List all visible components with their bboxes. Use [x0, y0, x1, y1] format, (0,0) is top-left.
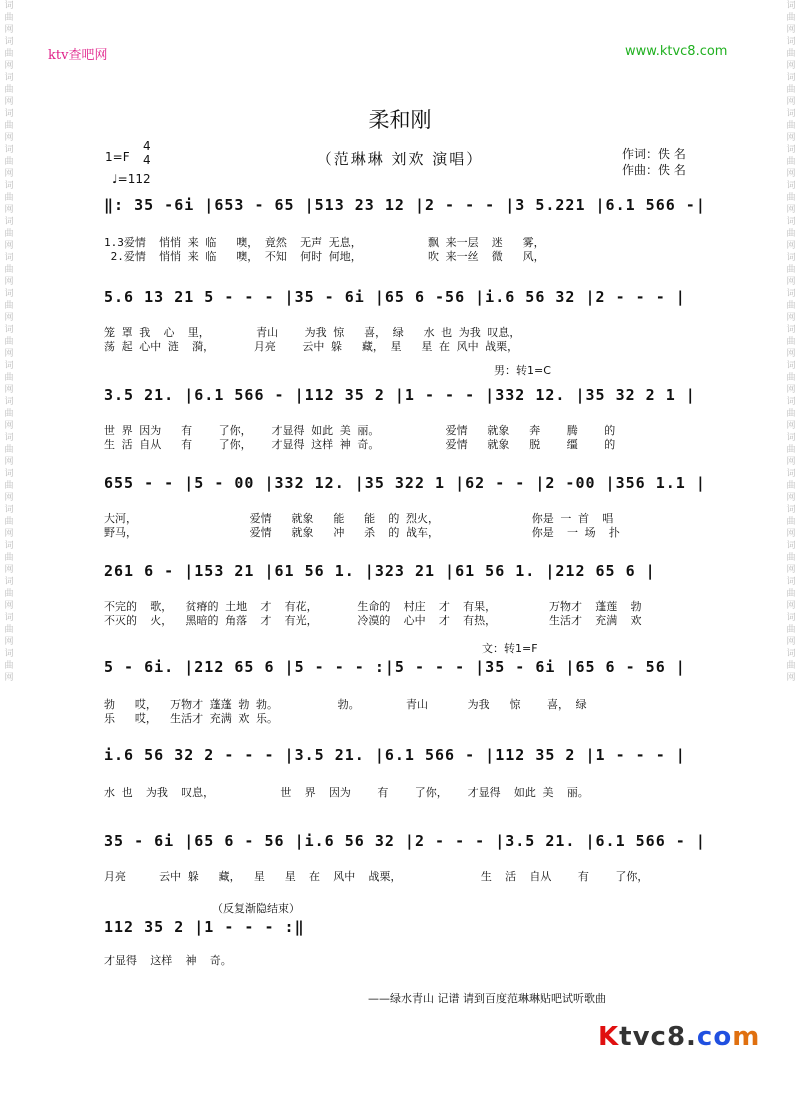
side-watermark-char: 曲: [786, 85, 796, 95]
side-watermark-char: 曲: [4, 373, 14, 383]
music-notes: 261 6 - |153 21 |61 56 1. |323 21 |61 56 1. |212 65 6 |: [104, 562, 656, 580]
lyric-row: 生 活 自从 有 了你， 才显得 这样 神 奇。 爱情 就象 脱 缰 的: [104, 438, 616, 451]
side-watermark-char: 词: [786, 289, 796, 299]
side-watermark-char: 词: [4, 541, 14, 551]
side-watermark-char: 网: [4, 673, 14, 683]
side-watermark-char: 词: [786, 649, 796, 659]
singers: （范琳琳 刘欢 演唱）: [316, 150, 484, 168]
side-watermark-char: 曲: [4, 517, 14, 527]
side-watermark-char: 词: [786, 361, 796, 371]
side-watermark-char: 词: [4, 505, 14, 515]
side-watermark-char: 网: [786, 673, 796, 683]
side-watermark-char: 词: [786, 1, 796, 11]
lyric-row: 荡 起 心中 涟 漪， 月亮 云中 躲 藏， 星 星 在 风中 战栗，: [104, 340, 519, 353]
side-watermark-char: 曲: [4, 553, 14, 563]
key-change-note: 文：转1=F: [482, 642, 538, 655]
side-watermark-char: 曲: [4, 589, 14, 599]
side-watermark-char: 词: [4, 37, 14, 47]
side-watermark-char: 词: [786, 397, 796, 407]
credits: [622, 146, 686, 178]
lyric-row: 世 界 因为 有 了你， 才显得 如此 美 丽。 爱情 就象 奔 腾 的: [104, 424, 616, 437]
side-watermark-char: 曲: [4, 625, 14, 635]
lyric-row: 笼 罩 我 心 里， 青山 为我 惊 喜， 绿 水 也 为我 叹息，: [104, 326, 521, 339]
lyric-row: 月亮 云中 躲 藏， 星 星 在 风中 战栗， 生 活 自从 有 了你，: [104, 870, 649, 883]
side-watermark-char: 网: [786, 25, 796, 35]
side-watermark-char: 网: [4, 97, 14, 107]
side-watermark-char: 词: [4, 397, 14, 407]
side-watermark-char: 词: [786, 505, 796, 515]
side-watermark-char: 曲: [786, 625, 796, 635]
side-watermark-char: 网: [4, 25, 14, 35]
lyric-row: 才显得 这样 神 奇。: [104, 954, 232, 967]
side-watermark-char: 词: [4, 253, 14, 263]
side-watermark-char: 曲: [786, 373, 796, 383]
side-watermark-char: 曲: [786, 49, 796, 59]
side-watermark-char: 曲: [786, 229, 796, 239]
side-watermark-char: 词: [4, 145, 14, 155]
tempo: ♩=112: [112, 172, 151, 186]
side-watermark-char: 曲: [4, 337, 14, 347]
watermark-left[interactable]: ktv查吧网: [48, 48, 108, 63]
side-watermark-char: 网: [4, 277, 14, 287]
side-watermark-char: 网: [786, 97, 796, 107]
side-watermark-char: 网: [4, 457, 14, 467]
side-watermark-char: 词: [4, 217, 14, 227]
side-watermark-char: 网: [4, 601, 14, 611]
side-watermark-char: 曲: [786, 409, 796, 419]
side-watermark-char: 网: [786, 421, 796, 431]
side-watermark-char: 词: [4, 109, 14, 119]
side-watermark-char: 词: [786, 73, 796, 83]
side-watermark-char: 词: [4, 577, 14, 587]
side-watermark-char: 网: [4, 385, 14, 395]
side-watermark-char: 网: [786, 493, 796, 503]
side-watermark-char: 词: [786, 109, 796, 119]
side-watermark-char: 网: [786, 241, 796, 251]
side-watermark-char: 词: [786, 37, 796, 47]
side-watermark-char: 词: [786, 181, 796, 191]
lyric-row: 勃 哎， 万物才 蓬蓬 勃 勃。 勃。 青山 为我 惊 喜， 绿: [104, 698, 587, 711]
side-watermark-char: 网: [786, 133, 796, 143]
side-watermark-char: 网: [786, 601, 796, 611]
side-watermark-char: 词: [4, 181, 14, 191]
side-watermark-char: 曲: [786, 517, 796, 527]
key-change-note: 男：转1=C: [494, 364, 551, 377]
side-watermark-char: 网: [4, 421, 14, 431]
side-watermark-char: 曲: [4, 49, 14, 59]
lyric-row: 不灭的 火， 黑暗的 角落 才 有光， 冷漠的 心中 才 有热， 生活才 充满 欢: [104, 614, 642, 627]
side-watermark-char: 网: [4, 349, 14, 359]
lyricist: 作词：佚 名: [622, 147, 686, 161]
side-watermark-char: 曲: [4, 121, 14, 131]
side-watermark-char: 曲: [4, 85, 14, 95]
side-watermark-char: 网: [4, 169, 14, 179]
side-watermark-char: 词: [4, 649, 14, 659]
music-notes: 112 35 2 |1 - - - :‖: [104, 918, 305, 936]
side-watermark-char: 词: [786, 433, 796, 443]
music-notes: 3.5 21. |6.1 566 - |112 35 2 |1 - - - |332 12. |35 32 2 1 |: [104, 386, 696, 404]
side-watermark-char: 网: [4, 61, 14, 71]
side-watermark-char: 曲: [4, 301, 14, 311]
lyric-row: 2.爱情 悄悄 来 临 噢， 不知 何时 何地， 吹 来一丝 微 风，: [104, 250, 545, 263]
side-watermark-char: 曲: [4, 445, 14, 455]
side-watermark-char: 词: [4, 433, 14, 443]
music-notes: 35 - 6i |65 6 - 56 |i.6 56 32 |2 - - - |3.5 21. |6.1 566 - |: [104, 832, 706, 850]
side-watermark-char: 网: [786, 529, 796, 539]
side-watermark-char: 曲: [4, 157, 14, 167]
side-watermark-char: 词: [786, 325, 796, 335]
side-watermark-char: 网: [786, 457, 796, 467]
side-watermark-char: 曲: [4, 661, 14, 671]
time-bottom: 4: [143, 153, 151, 167]
side-watermark-char: 网: [4, 133, 14, 143]
lyric-row: 不完的 歌， 贫瘠的 土地 才 有花， 生命的 村庄 才 有果， 万物才 蓬莲 勃: [104, 600, 642, 613]
side-watermark-char: 词: [4, 73, 14, 83]
side-watermark-char: 词: [786, 217, 796, 227]
side-watermark-char: 曲: [786, 337, 796, 347]
side-watermark-char: 网: [4, 529, 14, 539]
side-watermark-char: 曲: [786, 445, 796, 455]
side-watermark-char: 词: [4, 361, 14, 371]
side-watermark-char: 网: [786, 385, 796, 395]
side-watermark-char: 网: [786, 313, 796, 323]
side-watermark-char: 曲: [786, 661, 796, 671]
side-watermark-char: 网: [786, 205, 796, 215]
lyric-row: 乐 哎， 生活才 充满 欢 乐。: [104, 712, 278, 725]
ktvc8-logo[interactable]: [598, 1022, 760, 1052]
side-watermark-char: 网: [4, 205, 14, 215]
side-watermark-char: 网: [786, 637, 796, 647]
side-watermark-char: 网: [4, 313, 14, 323]
composer: 作曲：佚 名: [622, 163, 686, 177]
side-watermark-char: 词: [786, 541, 796, 551]
side-watermark-char: 曲: [786, 265, 796, 275]
side-watermark-char: 词: [4, 1, 14, 11]
side-watermark-char: 曲: [786, 121, 796, 131]
transcriber-note: ——绿水青山 记谱 请到百度范琳琳贴吧试听歌曲: [368, 992, 606, 1005]
side-watermark-char: 词: [786, 469, 796, 479]
side-watermark-char: 网: [786, 277, 796, 287]
lyric-row: 大河， 爱情 就象 能 能 的 烈火， 你是 一 首 唱: [104, 512, 614, 525]
side-watermark-char: 网: [786, 349, 796, 359]
side-watermark-char: 曲: [4, 265, 14, 275]
time-top: 4: [143, 139, 151, 153]
lyric-row: 1.3爱情 悄悄 来 临 噢， 竟然 无声 无息， 飘 来一层 迷 雾，: [104, 236, 545, 249]
key-signature: 1=F: [105, 150, 130, 164]
logo-rest: tvc8.: [619, 1022, 697, 1052]
side-watermark-char: 曲: [4, 13, 14, 23]
music-notes: 5.6 13 21 5 - - - |35 - 6i |65 6 -56 |i.6 56 32 |2 - - - |: [104, 288, 686, 306]
side-watermark-char: 曲: [786, 481, 796, 491]
logo-co: co: [696, 1022, 733, 1052]
side-watermark-char: 词: [4, 469, 14, 479]
side-watermark-char: 词: [4, 289, 14, 299]
side-watermark-char: 网: [4, 493, 14, 503]
side-watermark-char: 曲: [4, 229, 14, 239]
side-watermark-char: 曲: [786, 193, 796, 203]
music-notes: i.6 56 32 2 - - - |3.5 21. |6.1 566 - |112 35 2 |1 - - - |: [104, 746, 686, 764]
side-watermark-char: 网: [4, 241, 14, 251]
song-title: 柔和刚: [368, 108, 432, 132]
side-watermark-char: 网: [786, 565, 796, 575]
side-watermark-char: 曲: [4, 409, 14, 419]
side-watermark-char: 词: [786, 577, 796, 587]
side-watermark-char: 曲: [786, 13, 796, 23]
logo-k: K: [598, 1022, 620, 1052]
side-watermark-char: 词: [786, 253, 796, 263]
side-watermark-char: 词: [786, 145, 796, 155]
repeat-fade-note: （反复渐隐结束）: [212, 902, 300, 915]
side-watermark-char: 网: [786, 61, 796, 71]
side-watermark-char: 曲: [786, 301, 796, 311]
side-watermark-char: 网: [4, 565, 14, 575]
side-watermark-char: 词: [4, 613, 14, 623]
side-watermark-char: 曲: [4, 481, 14, 491]
side-watermark-char: 网: [4, 637, 14, 647]
side-watermark-char: 词: [4, 325, 14, 335]
lyric-row: 野马， 爱情 就象 冲 杀 的 战车， 你是 一 场 扑: [104, 526, 620, 539]
side-watermark-char: 曲: [786, 589, 796, 599]
time-signature: [143, 139, 151, 167]
watermark-right[interactable]: www.ktvc8.com: [625, 44, 728, 59]
logo-m: m: [732, 1022, 761, 1052]
music-notes: 5 - 6i. |212 65 6 |5 - - - :|5 - - - |35 - 6i |65 6 - 56 |: [104, 658, 686, 676]
music-notes: 655 - - |5 - 00 |332 12. |35 322 1 |62 - - |2 -00 |356 1.1 |: [104, 474, 706, 492]
side-watermark-char: 曲: [786, 553, 796, 563]
side-watermark-char: 曲: [786, 157, 796, 167]
side-watermark-char: 网: [786, 169, 796, 179]
side-watermark-char: 词: [786, 613, 796, 623]
lyric-row: 水 也 为我 叹息， 世 界 因为 有 了你， 才显得 如此 美 丽。: [104, 786, 589, 799]
music-notes: ‖: 35 -6i |653 - 65 |513 23 12 |2 - - - |3 5.221 |6.1 566 -|: [104, 196, 706, 214]
side-watermark-char: 曲: [4, 193, 14, 203]
